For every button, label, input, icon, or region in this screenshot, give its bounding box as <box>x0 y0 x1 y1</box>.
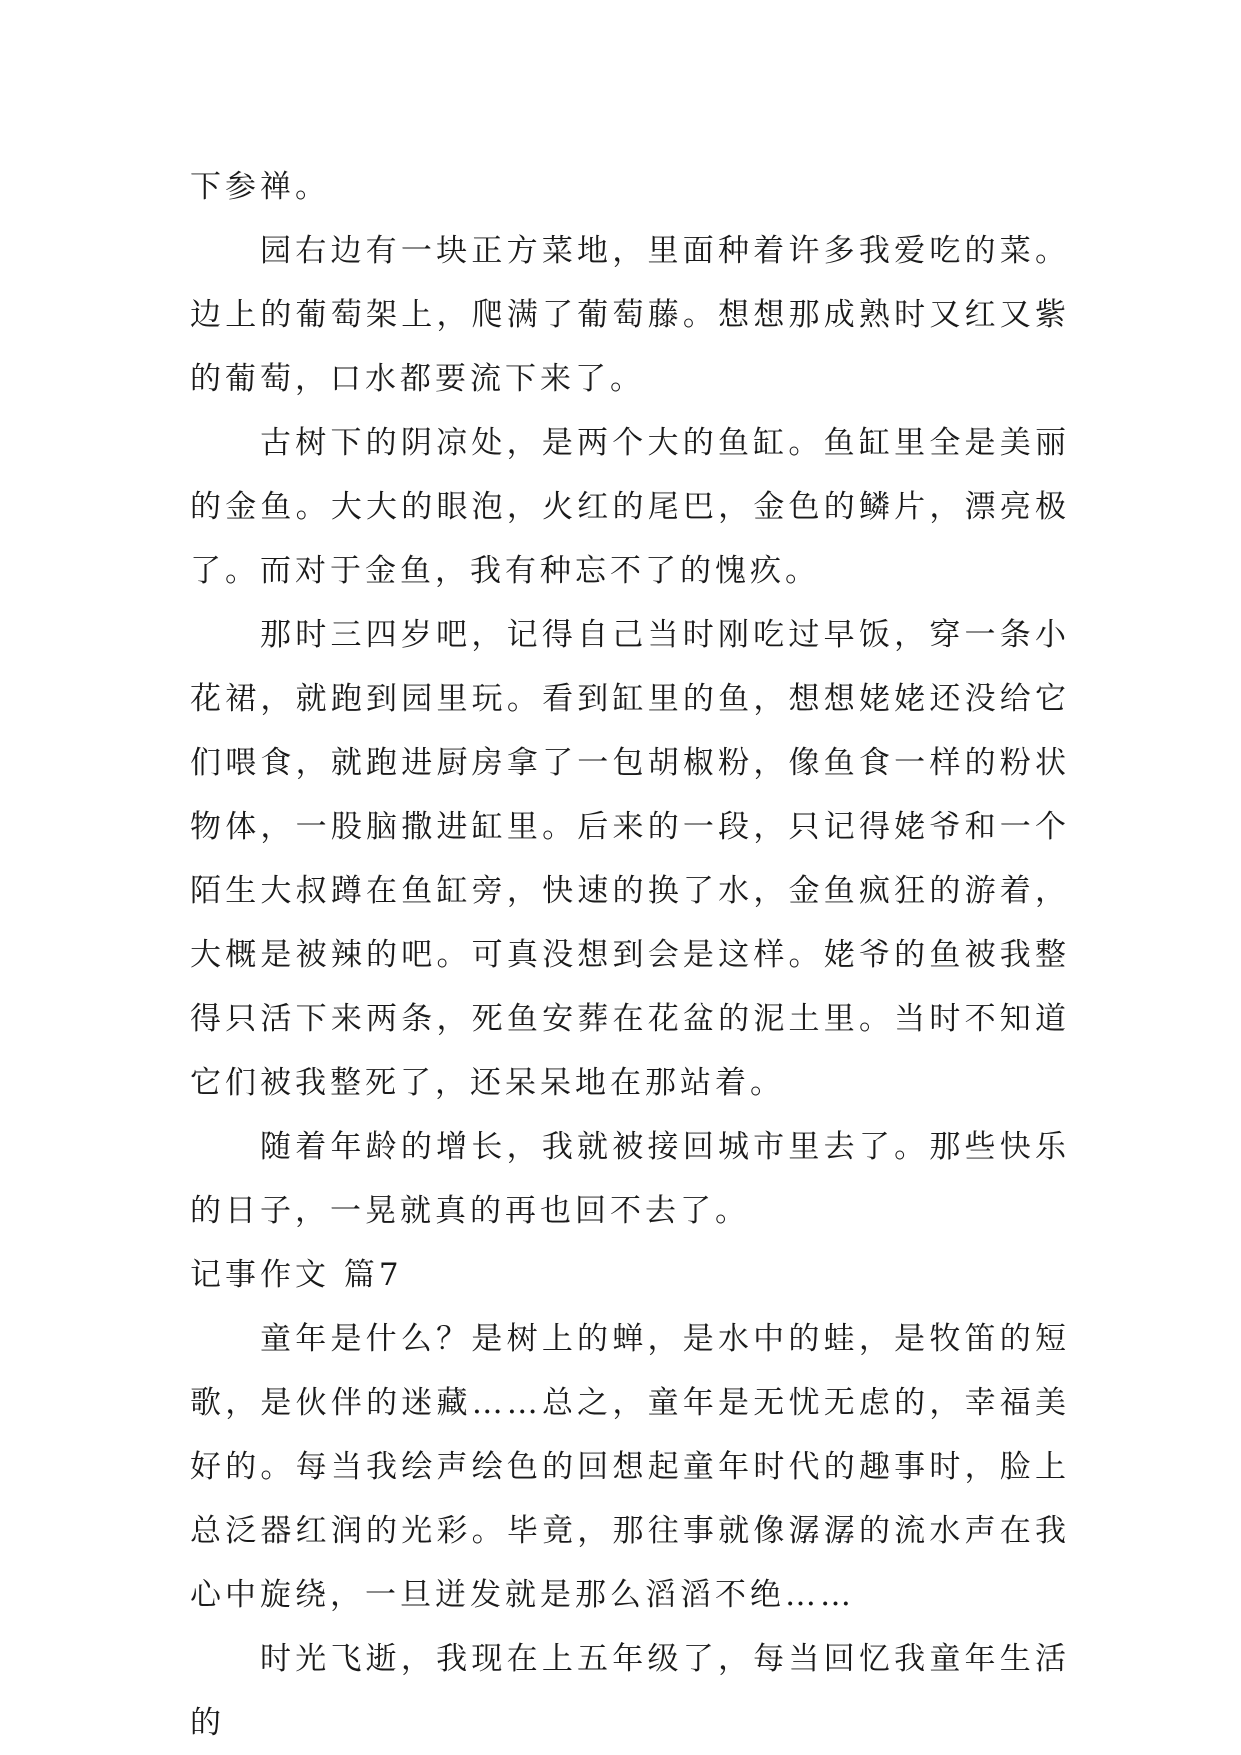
paragraph: 下参禅。 <box>190 169 330 205</box>
paragraph: 园右边有一块正方菜地，里面种着许多我爱吃的菜。边上的葡萄架上，爬满了葡萄藤。想想那成熟时又红又紫的葡萄，口水都要流下来了。 <box>190 233 1070 397</box>
paragraph: 随着年龄的增长，我就被接回城市里去了。那些快乐的日子，一晃就真的再也回不去了。 <box>190 1129 1070 1229</box>
section-heading: 记事作文 篇7 <box>190 1257 403 1293</box>
paragraph: 古树下的阴凉处，是两个大的鱼缸。鱼缸里全是美丽的金鱼。大大的眼泡，火红的尾巴，金色的鳞片，漂亮极了。而对于金鱼，我有种忘不了的愧疚。 <box>190 425 1070 589</box>
paragraph: 时光飞逝，我现在上五年级了，每当回忆我童年生活的 <box>190 1641 1070 1741</box>
paragraph: 那时三四岁吧，记得自己当时刚吃过早饭，穿一条小花裙，就跑到园里玩。看到缸里的鱼，想想姥姥还没给它们喂食，就跑进厨房拿了一包胡椒粉，像鱼食一样的粉状物体，一股脑撒进缸里。后来的一段，只记得姥爷和一个陌生大叔蹲在鱼缸旁，快速的换了水，金鱼疯狂的游着，大概是被辣的吧。可真没想到会是这样。姥爷的鱼被我整得只活下来两条，死鱼安葬在花盆的泥土里。当时不知道它们被我整死了，还呆呆地在那站着。 <box>190 617 1070 1101</box>
paragraph: 童年是什么？是树上的蝉，是水中的蛙，是牧笛的短歌，是伙伴的迷藏……总之，童年是无忧无虑的，幸福美好的。每当我绘声绘色的回想起童年时代的趣事时，脸上总泛器红润的光彩。毕竟，那往事就像潺潺的流水声在我心中旋绕，一旦迸发就是那么滔滔不绝…… <box>190 1321 1070 1613</box>
article-body <box>190 155 1070 1755</box>
